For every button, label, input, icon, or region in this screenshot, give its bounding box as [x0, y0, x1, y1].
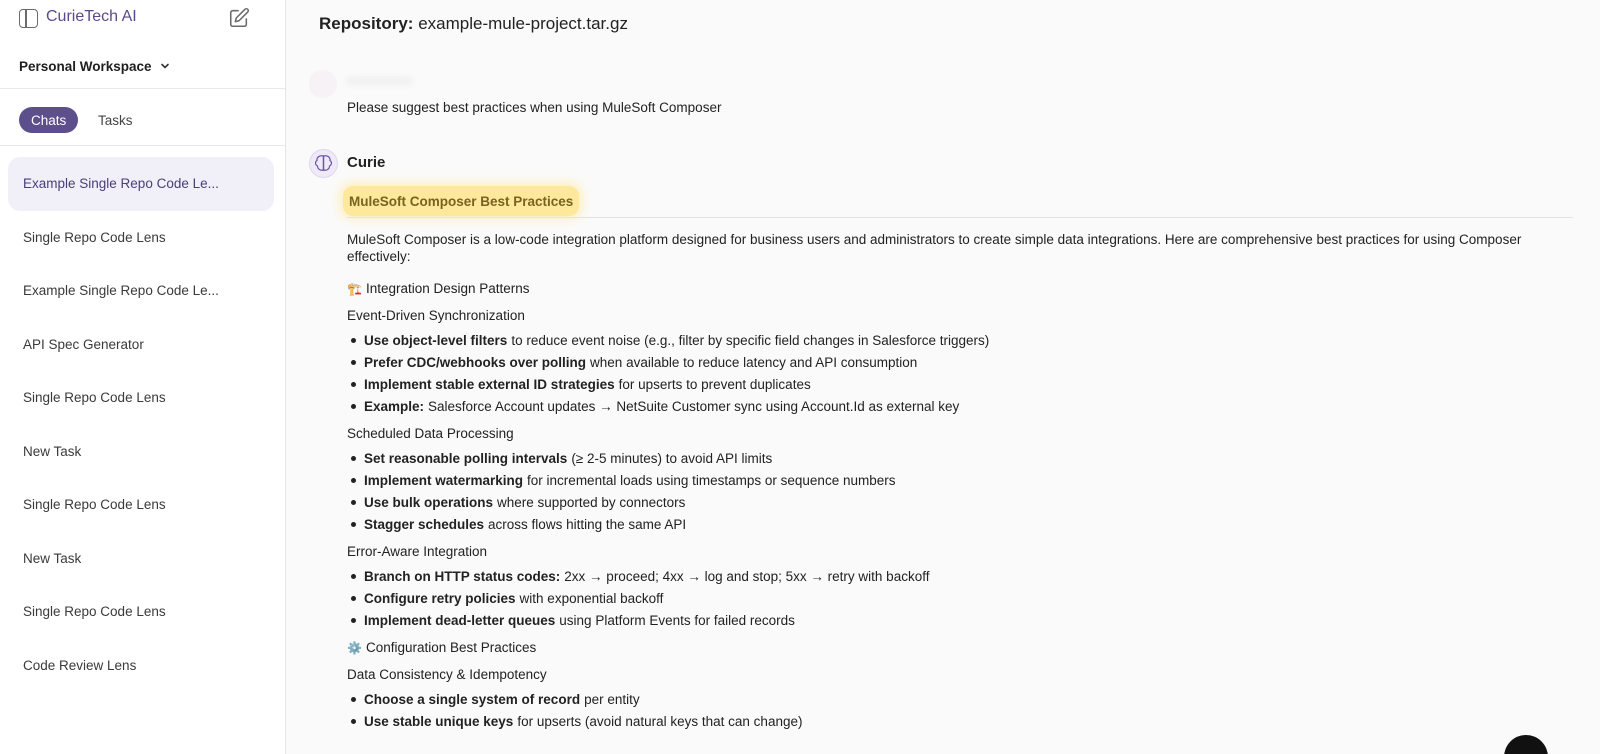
chat-item[interactable]: New Task [23, 443, 82, 459]
answer-intro: MuleSoft Composer is a low-code integration platform designed for business users and administrators to create simple data integrations. Here are comprehensive best practices for using Composer effectively: [347, 232, 1522, 264]
chat-list [8, 157, 274, 692]
list-item-text: across flows hitting the same API [488, 516, 687, 532]
subsection-heading: Scheduled Data Processing [347, 426, 514, 441]
chat-item[interactable]: API Spec Generator [23, 336, 144, 352]
list-item-bold: Stagger schedules [364, 516, 485, 532]
list-item-bold: Use stable unique keys [364, 713, 514, 729]
bullet-list [347, 688, 1587, 732]
chevron-down-icon [160, 61, 170, 71]
user-avatar [309, 70, 337, 98]
list-item-text: for upserts (avoid natural keys that can change) [517, 713, 803, 729]
tab-chats[interactable]: Chats [19, 107, 78, 133]
sidebar [0, 0, 286, 754]
new-chat-icon[interactable] [228, 7, 250, 29]
list-item [347, 565, 1587, 587]
list-item [347, 373, 1587, 395]
bullet-list [347, 565, 1587, 631]
chat-item[interactable]: Example Single Repo Code Le... [8, 157, 274, 211]
divider [0, 88, 286, 89]
bullet-list [347, 329, 1587, 417]
list-item-bold: Implement watermarking [364, 472, 524, 488]
list-item-bold: Choose a single system of record [364, 691, 581, 707]
brand-name: CurieTech AI [46, 8, 137, 25]
bullet-list [347, 447, 1587, 535]
chat-item[interactable]: Single Repo Code Lens [23, 229, 166, 245]
list-item-text: to reduce event noise (e.g., filter by specific field changes in Salesforce triggers) [511, 332, 990, 348]
list-item [347, 710, 1587, 732]
repository-header [319, 14, 628, 34]
section-title: Configuration Best Practices [365, 640, 537, 655]
chat-item[interactable]: Single Repo Code Lens [23, 497, 166, 513]
list-item [347, 469, 1587, 491]
divider [0, 145, 286, 146]
list-item-text: using Platform Events for failed records [559, 612, 795, 628]
workspace-name: Personal Workspace [19, 58, 152, 74]
list-item-bold: Implement stable external ID strategies [364, 376, 615, 392]
answer-title: MuleSoft Composer Best Practices [343, 186, 579, 216]
construction-icon: 🏗️ [347, 281, 362, 296]
list-item-text: when available to reduce latency and API consumption [590, 354, 918, 370]
workspace-selector[interactable] [19, 56, 170, 76]
list-item [347, 329, 1587, 351]
list-item-bold: Prefer CDC/webhooks over polling [364, 354, 587, 370]
list-item [347, 609, 1587, 631]
list-item [347, 688, 1587, 710]
subsection-heading: Data Consistency & Idempotency [347, 667, 547, 682]
chat-item[interactable]: Single Repo Code Lens [23, 604, 166, 620]
gear-icon: ⚙️ [347, 640, 362, 655]
user-message: Please suggest best practices when using MuleSoft Composer [347, 100, 722, 115]
list-item-text: per entity [584, 691, 640, 707]
list-item-text: where supported by connectors [497, 494, 686, 510]
list-item-bold: Use object-level filters [364, 332, 508, 348]
list-item-text: with exponential backoff [519, 590, 664, 606]
answer-content [347, 231, 1587, 735]
tab-tasks[interactable]: Tasks [98, 112, 133, 128]
list-item-bold: Example: [364, 398, 425, 414]
user-name-redacted [345, 76, 413, 86]
subsection-heading: Error-Aware Integration [347, 544, 488, 559]
list-item-bold: Use bulk operations [364, 494, 494, 510]
section-heading [347, 634, 1587, 661]
divider [347, 217, 1573, 218]
list-item [347, 513, 1587, 535]
brand-row [0, 0, 286, 38]
chat-item[interactable]: Code Review Lens [23, 657, 137, 673]
list-item-bold: Branch on HTTP status codes: [364, 568, 561, 584]
list-item-text: for incremental loads using timestamps or sequence numbers [527, 472, 896, 488]
section-heading [347, 275, 1587, 302]
list-item [347, 447, 1587, 469]
subsection-heading: Event-Driven Synchronization [347, 308, 525, 323]
chat-main [287, 0, 1600, 754]
curie-avatar [309, 149, 338, 178]
chat-item[interactable]: Example Single Repo Code Le... [23, 283, 219, 299]
list-item-bold: Implement dead-letter queues [364, 612, 556, 628]
list-item [347, 351, 1587, 373]
list-item-text: (≥ 2-5 minutes) to avoid API limits [571, 450, 773, 466]
sidebar-toggle-icon[interactable] [19, 9, 38, 28]
chat-item[interactable]: New Task [23, 550, 82, 566]
list-item-bold: Set reasonable polling intervals [364, 450, 568, 466]
repository-name: example-mule-project.tar.gz [418, 14, 628, 33]
brain-icon [310, 150, 337, 177]
list-item [347, 587, 1587, 609]
section-title: Integration Design Patterns [365, 281, 530, 296]
list-item [347, 491, 1587, 513]
list-item-text: for upserts to prevent duplicates [618, 376, 811, 392]
list-item-text: 2xx → proceed; 4xx → log and stop; 5xx → retry with backoff [564, 568, 930, 584]
list-item-text: Salesforce Account updates → NetSuite Customer sync using Account.Id as external key [428, 398, 960, 414]
list-item [347, 395, 1587, 417]
assistant-name: Curie [347, 154, 386, 171]
repository-label: Repository: [319, 14, 414, 33]
chat-item[interactable]: Single Repo Code Lens [23, 390, 166, 406]
list-item-bold: Configure retry policies [364, 590, 516, 606]
